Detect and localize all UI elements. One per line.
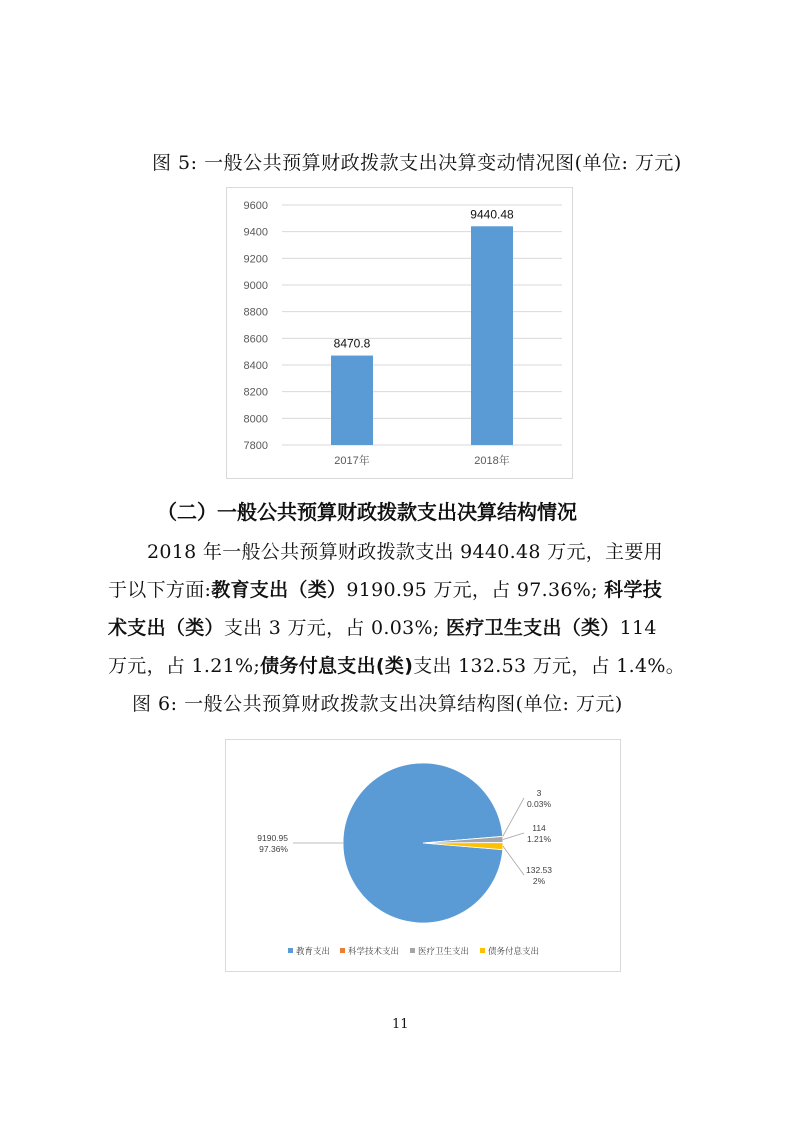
leader-line [503,798,524,836]
y-tick-label: 8200 [243,386,268,399]
paragraph-text: 2018 年一般公共预算财政拨款支出 9440.48 万元，主要用 [147,541,663,563]
legend-label: 科学技术支出 [348,946,400,956]
figure6-caption: 图 6: 一般公共预算财政拨款支出决算结构图(单位: 万元) [132,693,623,715]
y-tick-label: 8600 [243,333,268,346]
slice-percent-label: 97.36% [259,844,288,854]
section-heading: （二）一般公共预算财政拨款支出决算结构情况 [157,500,577,524]
leader-line [503,833,524,840]
legend-swatch [288,948,293,953]
legend-swatch [480,948,485,953]
y-tick-label: 9600 [243,200,268,212]
paragraph-text: 9190.95 万元，占 97.36%; [346,579,598,601]
category-debt: 债务付息支出(类) [260,655,414,677]
category-science-cont: 术支出（类） [108,617,224,639]
paragraph-text: 于以下方面: [108,579,212,601]
x-tick-label: 2017年 [334,455,370,467]
y-tick-label: 8800 [243,306,268,319]
y-tick-label: 8400 [243,360,268,372]
paragraph-text: 万元，占 1.21%; [108,655,261,677]
paragraph-line-2 [108,575,662,602]
bar-value-label: 9440.48 [470,207,514,222]
category-medical: 医疗卫生支出（类） [445,617,620,639]
bar-value-label: 8470.8 [333,336,371,351]
pie-chart [226,740,620,971]
category-science: 科学技 [604,579,663,601]
paragraph-line-4 [108,651,685,678]
y-tick-label: 9000 [243,280,268,292]
paragraph-line-1 [147,537,663,564]
slice-value-label: 132.53 [526,865,552,875]
y-tick-label: 8000 [243,413,268,426]
bar [331,356,373,445]
bar [471,226,513,445]
slice-percent-label: 0.03% [526,799,552,809]
pie-chart-frame [225,739,621,972]
bar-chart [227,188,572,478]
slice-percent-label: 2% [532,876,546,886]
y-tick-label: 9400 [243,226,268,239]
leader-line [503,846,524,875]
slice-percent-label: 1.21% [526,834,552,844]
paragraph-text: 114 [619,617,657,639]
legend-swatch [340,948,345,953]
slice-value-label: 114 [532,823,546,833]
legend-label: 医疗卫生支出 [418,946,470,956]
legend-swatch [410,948,415,953]
paragraph-text: 支出 132.53 万元，占 1.4%。 [413,655,686,677]
paragraph-line-3 [108,613,657,640]
y-tick-label: 7800 [243,440,268,452]
slice-value-label: 3 [536,788,542,798]
slice-value-label: 9190.95 [257,833,288,843]
page-number: 11 [392,1017,409,1032]
paragraph-text: 支出 3 万元，占 0.03%; [223,617,440,639]
bar-chart-frame [226,187,573,479]
y-tick-label: 9200 [243,253,268,266]
category-education: 教育支出（类） [211,579,347,601]
figure5-caption: 图 5: 一般公共预算财政拨款支出决算变动情况图(单位: 万元) [152,152,682,174]
x-tick-label: 2018年 [474,455,510,467]
legend-label: 债务付息支出 [488,946,540,956]
legend-label: 教育支出 [296,946,331,956]
